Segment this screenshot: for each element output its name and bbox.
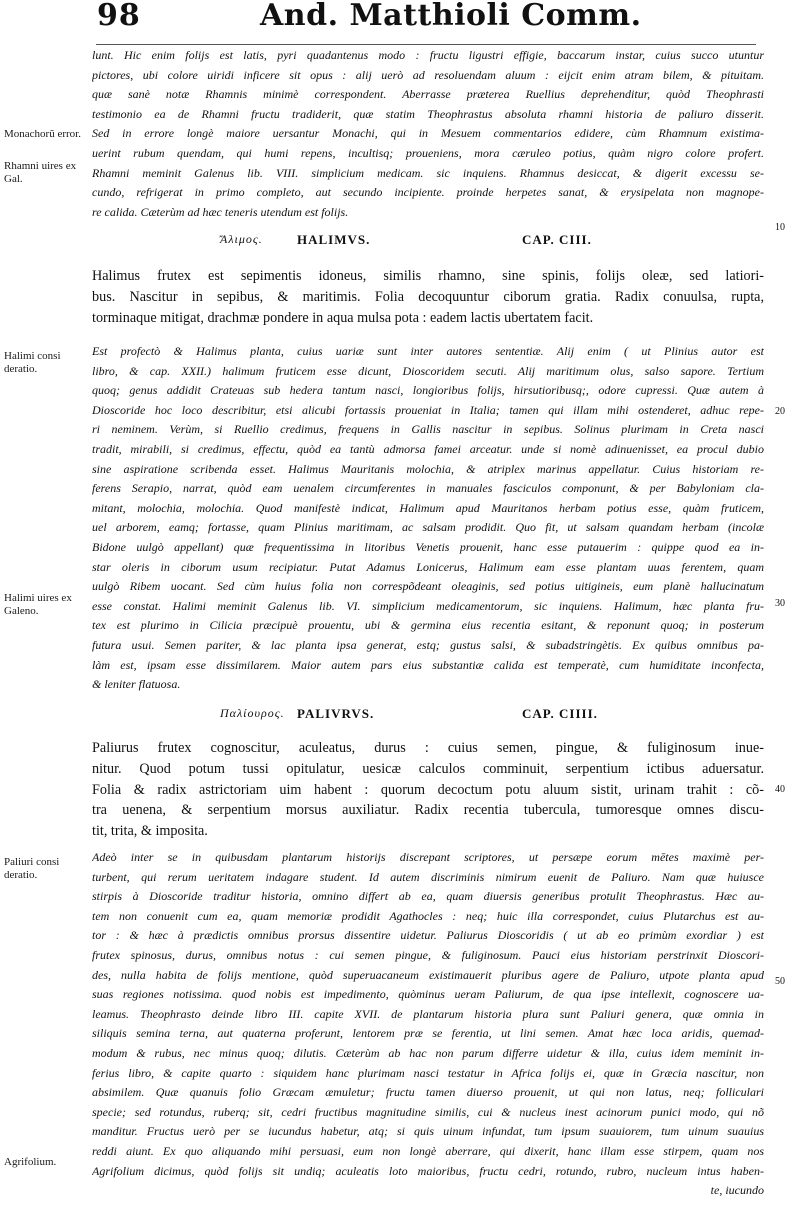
text-line: suas regiones notissima. quod nobis est impedimento, quòminus ueram Paliurum, de qua ipse intellexit, cognoscere ua- [92,987,764,1002]
line-number-30: 30 [775,598,785,609]
text-line: Dioscoride hoc loco describitur, etsi alicubi fortassis proueniat in Italia; tamen qui illam mihi ostenderet, adhuc repe- [92,402,764,417]
text-line: ferens Serapio, narrat, quòd eam uenalem circumferentes in manuales fasciculos componunt, & per Babyloniam cla- [92,481,764,496]
text-line: tex est plurimo in Cilicia præcipuè prouentu, ubi & germina eius recentia esitant, & reponunt quoq; in posterum [92,618,764,633]
text-line: Adeò inter se in quibusdam plantarum historijs discrepant scriptores, ut persæpe eorum mētes maximè per- [92,850,764,864]
text-line: stirpis à Dioscoride traditur historia, omnino differt ab ea, quam diuersis generibus protulit Theophrastus. Hæc au- [92,889,764,904]
running-head: And. Matthioli Comm. [260,0,642,33]
text-line: testimonio ea de Rhamni fructu tradiderit, quæ statim Theophrastus absoluta rhamni historia de paliuro disserit. [92,106,764,121]
text-line: uerint rubum quendam, qui humi repens, incultisq; proueniens, mora cæruleo potius, quàm nigro colore profert. [92,145,764,160]
text-line: ferius libro, & capite quarto : siquidem hanc plurimam nasci testatur in Africa folijs ei, quæ in Græcia nascitur, non [92,1065,764,1080]
page-number: 98 [97,0,141,33]
text-line: tit, trita, & imposita. [92,823,208,840]
text-line: sine aspiratione scribenda esset. Halimus Mauritanis molochia, & atriplex marinus appellatur. Cuius historiam re- [92,461,764,476]
chapter-number: CAP. CIIII. [522,706,598,721]
chapter-heading-halimus [92,232,764,252]
text-line: tra uenena, & serpentium morsus auxiliatur. Radix recentia tubercula, tumoresque omnes discu- [92,802,764,819]
chapter-greek-title: Ἄλιμος. [220,232,263,246]
text-line: uel arborem, eamq; fortasse, quam Plinius maritimam, ac salsam prodidit. Quo fit, ut salsam quandam herbam (incolæ [92,520,764,535]
text-line: tradit, mirabili, si credimus, effectu, quòd ea tantù admorsa famei arceatur. unde si nomè adinuenisset, ea procul dubio [92,441,764,456]
text-line: torminaque mitigat, drachmæ pondere in aqua mulsa pota : eadem lactis ubertatem facit. [92,309,594,326]
text-line: Agrifolium dicimus, quòd folijs sit undiq; aculeatis loto maioribus, fructu cedri, rotundo, rubro, nucleum intus haben- [92,1163,764,1178]
text-line: des, nulla habita de folijs mentione, quòd superuacaneum existimauerit pluribus agere de Paliuro, utpote planta apud [92,967,764,982]
paliurus-dioscorides-text [92,738,764,842]
text-line: re calida. Cæterùm ad hæc teneris utendum est folijs. [92,204,349,219]
text-line: uulgò Ribem uocant. Sed cùm huius folia non correspõdeant oleaginis, sed potius uitigineis, eum planè hallucinatum [92,579,764,594]
text-line: tor : & hæc à prædictis omnibus prorsus dissentire uidetur. Paliurus Dioscoridis ( ut ab eo primùm exordiar ) est [92,928,764,943]
text-line: tem non conuenit cum ea, quam memoriæ prodidit Agathocles : neq; huic illa correspondet, cuius Plutarchus est au- [92,908,764,923]
text-line: pictores, ubi colore uiridi inficere sit opus : alij uerò ad resoluendam aluum : eijcit enim atram bilem, & pituitam. [92,67,764,82]
paliurus-commentary [92,848,764,1201]
text-line: specie; sed rotundus, ruberq; sit, cedri fructibus magnitudine similis, cui & nucleus inest acinorum punici modo, qui nõ [92,1104,764,1119]
text-line: Sed in errore longè maiore uersantur Monachi, qui in Mesuem commentarios edidere, cùm Rhamnum existima- [92,126,764,141]
text-line: absimilem. Quæ quanuis folio Græcam æmuletur; fructu tamen diuerso prouenit, ut qui non latus, neq; folliculari [92,1085,764,1100]
line-number-50: 50 [775,976,785,987]
halimus-commentary [92,342,764,695]
line-number-10: 10 [775,222,785,233]
page-header [95,0,735,44]
text-line: cundo, refrigerat in primo completo, aut secundo incipiente. proinde herpetes sanat, & erysipelata non magnope- [92,185,764,200]
margin-note-monachorum: Monachorũ error. [4,128,81,140]
chapter-heading-paliurus [92,706,764,726]
text-line: Halimus frutex est sepimentis idoneus, similis rhamno, sine spinis, folijs oleæ, sed latiori- [92,268,764,284]
text-line: mitant, molochia, molochia. Quod manifestè indicat, Halimum apud Mauritanos herbam potius esse, quàm fruticem, [92,500,764,515]
margin-note-paliuri-consideratio: Paliuri consi deratio. [4,856,60,881]
text-line: siliquis semina terna, aut quaterna proferunt, lentorem præ se ferentia, ut lini semen. Amat hæc loca aridis, quemad- [92,1026,764,1041]
text-line: turbent, qui rerum ueritatem indagare student. Id autem discriminis nimirum euenit de Paliuro. Nam quæ huiusce [92,869,764,884]
chapter-number: CAP. CIII. [522,232,592,247]
text-line: Bidone uulgò appellant) quæ frequentissima in litoribus Venetis prouenit, hanc esse putauerim : quippe quod ea in- [92,539,764,554]
text-line: Rhamni meminit Galenus lib. VIII. simplicium medicam. sic inquiens. Rhamnus desiccat, & digerit excessu se- [92,165,764,180]
text-line: frutex spinosus, durus, omnibus notus : cui semen pingue, & fuliginosum. Pauci eius historiam perstrinxit Dioscori- [92,947,764,962]
text-line: lunt. Hic enim folijs est latis, pyri quadantenus modo : fructu ligustri effigie, baccarum instar, cuius succo utuntur [92,48,764,62]
text-line: star oleris in ciborum usum recipiatur. Putat Adamus Lonicerus, Halimum eam esse plantam uuas ferentem, quam [92,559,764,574]
text-line: manditur. Fructus uerò per se iucundus habetur, atq; si quis uinum infundat, tum ipsum suauiorem, tum uinum suauius [92,1124,764,1139]
header-rule [96,44,756,45]
text-line: ri neminem. Verùm, si Ruellio credimus, frequens in Gallis nascitur in sepibus. Solinus plurimam in Creta nasci [92,422,764,437]
text-line: Est profectò & Halimus planta, cuius uariæ sunt inter autores sententiæ. Alij enim ( ut Plinius autor est [92,344,764,358]
line-number-20: 20 [775,406,785,417]
chapter-latin-title: PALIVRVS. [297,706,375,721]
halimus-dioscorides-text [92,266,764,328]
rhamnus-commentary [92,46,764,222]
text-line: modum & rubus, nec minus quoq; dilutis. Cæterùm ab hac non parum differre uidetur & illa, cuius idem meminit in- [92,1045,764,1060]
margin-note-halimi-uires: Halimi uires ex Galeno. [4,592,72,617]
text-line: futura usui. Semen pariter, & lac planta ipsa generat, estq; gustus salsi, & subadstringètis. Ex quibus omnibus pa- [92,637,764,652]
text-line: reddi aiunt. Ex quo aliquando mihi persuasi, eum non longè aberrare, qui dixerit, hanc illam esse stirpem, quam nos [92,1143,764,1158]
text-line: leamus. Theophrasto deinde libro III. capite XVII. de plantarum historia plura sunt Paliuri genera, quæ omnia in [92,1006,764,1021]
text-line: libro, & cap. XXII.) halimum fruticem esse dicunt, Dioscoridem secuti. Alij maritimum olus, salso sapore. Tertium [92,363,764,378]
text-line: nitur. Quod potum tussi opitulatur, uesicæ calculos comminuit, serpentium ictibus aduersatur. [92,760,764,777]
text-line: quoq; genus addidit Crateuas sub hedera tantum nasci, longioribus folijs, hirsutioribusq;, odore cupressi. Quæ autem à [92,383,764,398]
margin-note-halimi-consideratio: Halimi consi deratio. [4,350,61,375]
text-line: quæ sanè notæ Rhamnis minimè correspondent. Aberrasse præterea Ruellius deprehenditur, quòd Theophrasti [92,87,764,102]
margin-note-agrifolium: Agrifolium. [4,1156,57,1168]
text-line: Paliurus frutex cognoscitur, aculeatus, durus : cuius semen, pingue, & fuliginosum inue- [92,740,764,756]
text-line: & leniter flatuosa. [92,677,181,692]
text-line: bus. Nascitur in sepibus, & maritimis. Folia decoquuntur ciborum gratia. Radix conuulsa, rupta, [92,288,764,305]
text-line: Folia & radix astrictoriam uim habent : quorum decoctum potu aluum sistit, urinam trahit : cõ- [92,781,764,798]
chapter-latin-title: HALIMVS. [297,232,371,247]
chapter-greek-title: Παλίουρος. [220,706,285,720]
margin-note-rhamni-uires: Rhamni uires ex Gal. [4,160,77,185]
catchword: te, iucundo [710,1183,764,1198]
text-line: làm est, ipsam esse dissimilarem. Maior autem pars eius substantiæ calida est temperatè, cum humiditate inconfecta, [92,657,764,672]
line-number-40: 40 [775,784,785,795]
text-line: esse constat. Halimi meminit Galenus lib. VI. simplicium medicamentorum, sic inquiens. Halimum, hæc planta fru- [92,598,764,613]
